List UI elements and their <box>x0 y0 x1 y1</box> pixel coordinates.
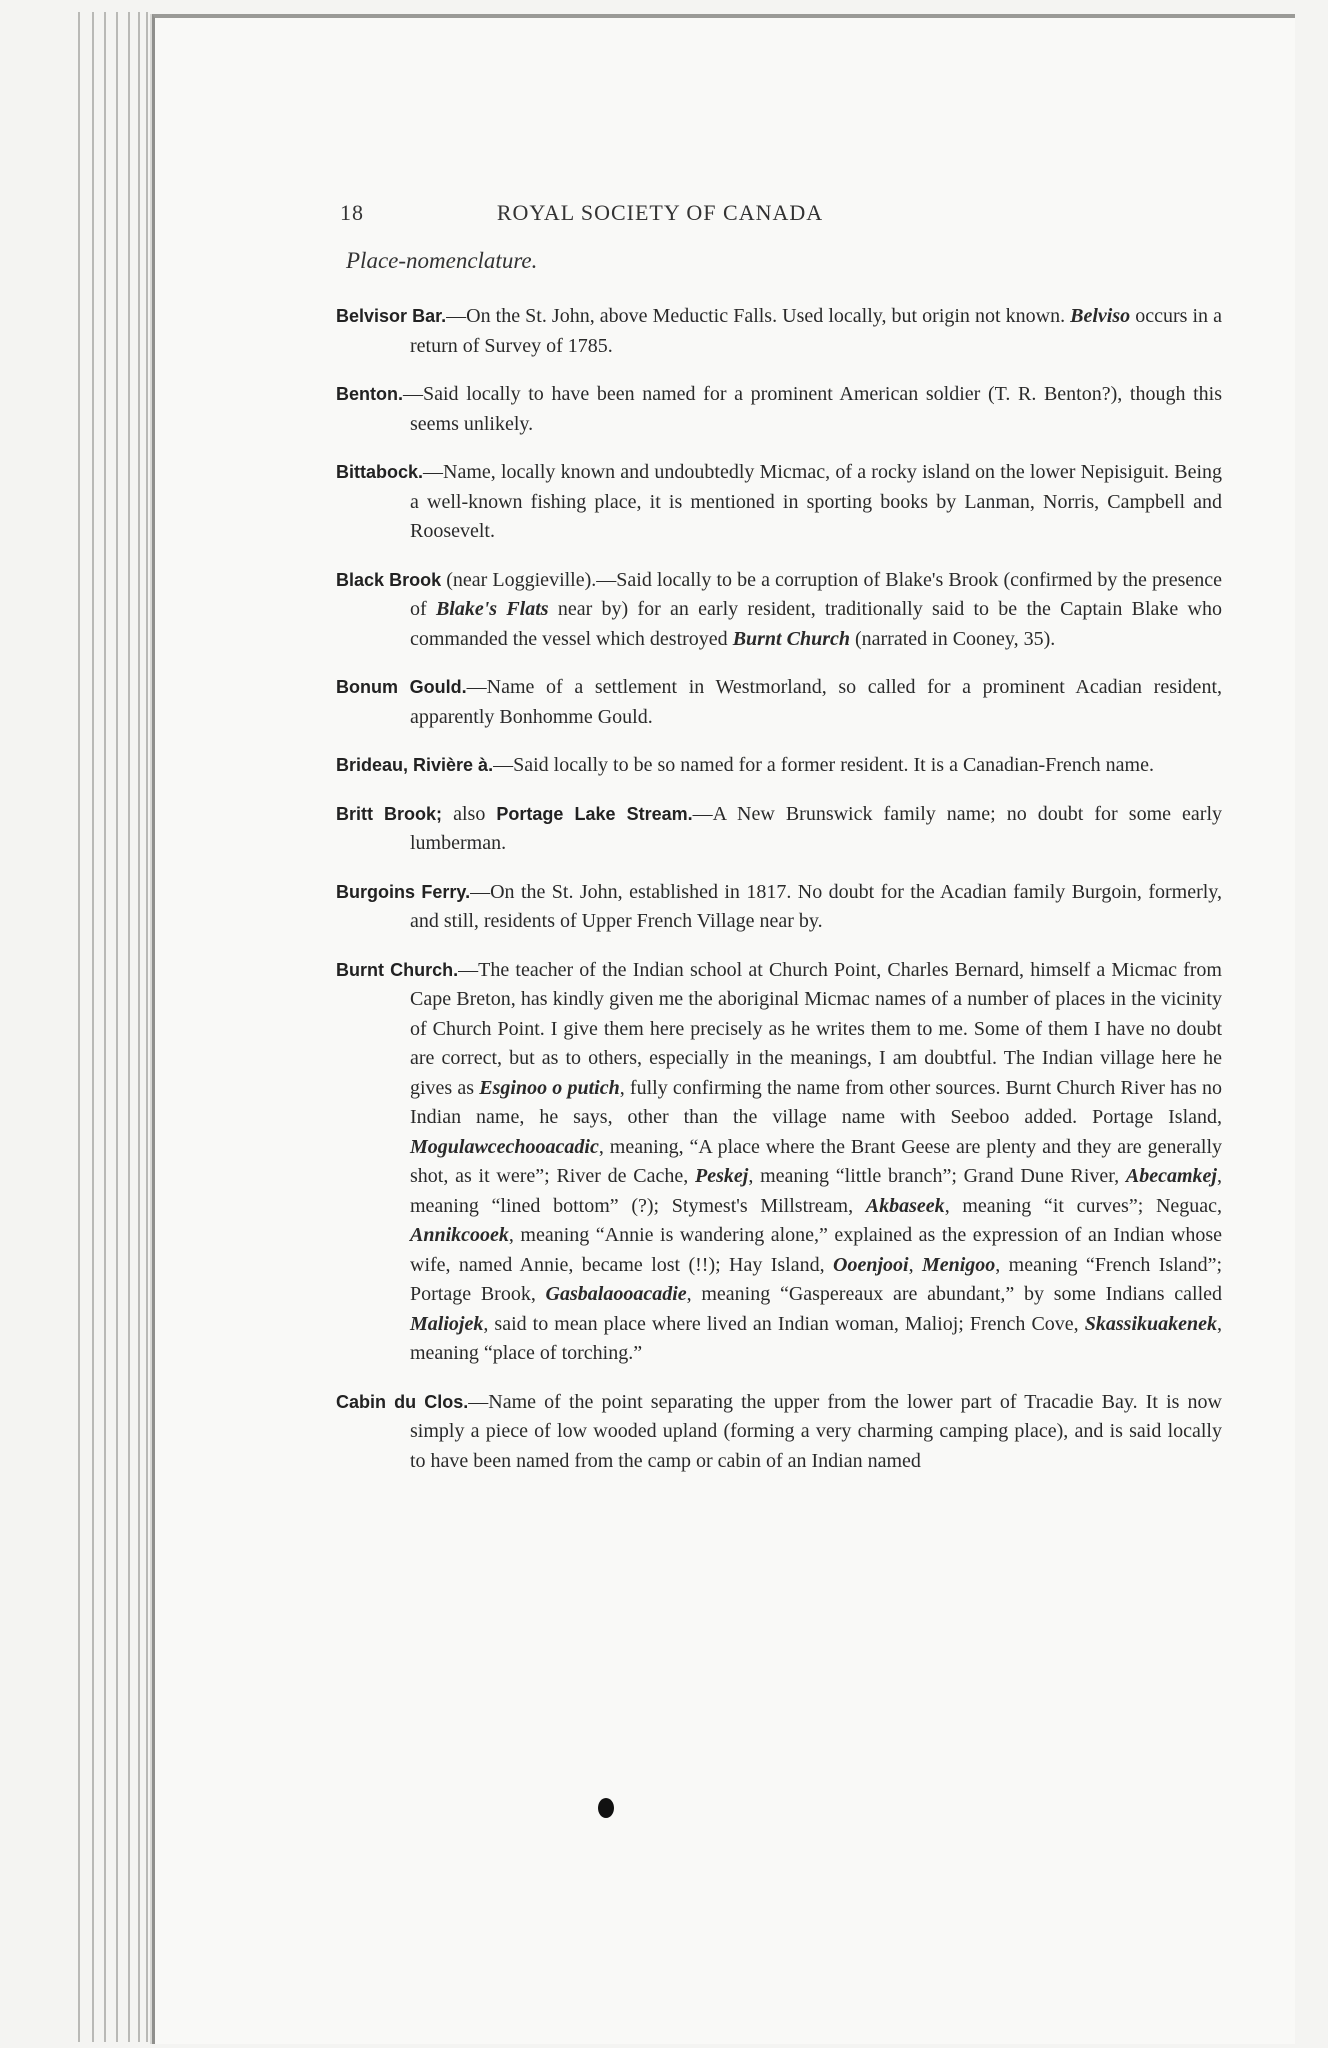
entry-body: —Name of a settlement in Westmorland, so called for a prominent Acadian resident, apparently Bonhomme Gould. <box>410 676 1222 728</box>
entry <box>336 380 1222 439</box>
entry-term: Black Brook <box>336 569 442 590</box>
entry-body: —On the St. John, above Meductic Falls. Used locally, but origin not known. Belviso occurs in a return of Survey of 1785. <box>410 305 1223 357</box>
entry-term: Burnt Church. <box>336 959 459 980</box>
page-header <box>340 200 980 226</box>
page-stack-edges <box>70 12 160 2042</box>
entry-term: Bittabock. <box>336 462 424 482</box>
entry-term: Belvisor Bar. <box>336 306 447 326</box>
entry-body: also Portage Lake Stream.—A New Brunswick family name; no doubt for some early lumberman. <box>410 802 1223 854</box>
entry <box>336 566 1222 655</box>
entry-term: Brideau, Rivière à. <box>336 755 494 775</box>
entry-term: Cabin du Clos. <box>336 1391 469 1412</box>
page-number: 18 <box>340 200 364 225</box>
entry-term: Bonum Gould. <box>336 677 467 697</box>
running-title: ROYAL SOCIETY OF CANADA <box>496 200 824 225</box>
entry-term: Benton. <box>336 384 403 404</box>
entry <box>336 673 1222 732</box>
entry <box>336 800 1222 859</box>
entry-body: (near Loggieville).—Said locally to be a corruption of Blake's Brook (confirmed by the presence of Blake's Flats near by) for an early resident, traditionally said to be the Captain Blake who commanded the vessel which destroyed Burnt Church (narrated in Cooney, 35). <box>410 568 1222 650</box>
entry-body: —Name, locally known and undoubtedly Micmac, of a rocky island on the lower Nepisiguit. Being a well-known fishing place, it is mentioned in sporting books by Lanman, Norris, Campbell and Roosevelt. <box>410 461 1222 542</box>
ink-blot <box>598 1798 614 1818</box>
entry-body: —Said locally to be so named for a former resident. It is a Canadian-French name. <box>493 754 1154 776</box>
entry-body: —Name of the point separating the upper from the lower part of Tracadie Bay. It is now simply a piece of low wooded upland (forming a very charming camping place), and is said locally to have been named from the camp or cabin of an Indian named <box>410 1390 1223 1472</box>
entry <box>336 458 1222 547</box>
entry <box>336 878 1222 937</box>
entry <box>336 1388 1222 1477</box>
entry-term: Britt Brook; <box>336 803 443 824</box>
entry-body: —Said locally to have been named for a prominent American soldier (T. R. Benton?), though this seems unlikely. <box>403 383 1222 435</box>
entry <box>336 956 1222 1369</box>
entry <box>336 302 1222 361</box>
entry-body: —On the St. John, established in 1817. No doubt for the Acadian family Burgoin, formerly, and still, residents of Upper French Village near by. <box>410 880 1222 932</box>
entry-body: —The teacher of the Indian school at Church Point, Charles Bernard, himself a Micmac from Cape Breton, has kindly given me the aboriginal Micmac names of a number of places in the vicinity of Church Point. I give them here precisely as he writes them to me. Some of them I have no doubt are correct, but as to others, especially in the meanings, I am doubtful. The Indian village here he gives as Esginoo o putich, fully confirming the name from other sources. Burnt Church River has no Indian name, he says, other than the village name with Seeboo added. Portage Island, Mogulawcechooacadic, meaning, “A place where the Brant Geese are plenty and they are generally shot, as it were”; River de Cache, Peskej, meaning “little branch”; Grand Dune River, Abecamkej, meaning “lined bottom” (?); Stymest's Millstream, Akbaseek, meaning “it curves”; Neguac, Annikcooek, meaning “Annie is wandering alone,” explained as the expression of an Indian whose wife, named Annie, became lost (!!); Hay Island, Ooenjooi, Menigoo, meaning “French Island”; Portage Brook, Gasbalaooacadie, meaning “Gaspereaux are abundant,” by some Indians called Maliojek, said to mean place where lived an Indian woman, Malioj; French Cove, Skassikuakenek, meaning “place of torching.” <box>410 958 1223 1364</box>
entry-list <box>336 302 1222 1495</box>
entry-term: Burgoins Ferry. <box>336 881 471 902</box>
section-title: Place-nomenclature. <box>346 248 538 273</box>
entry <box>336 751 1222 781</box>
